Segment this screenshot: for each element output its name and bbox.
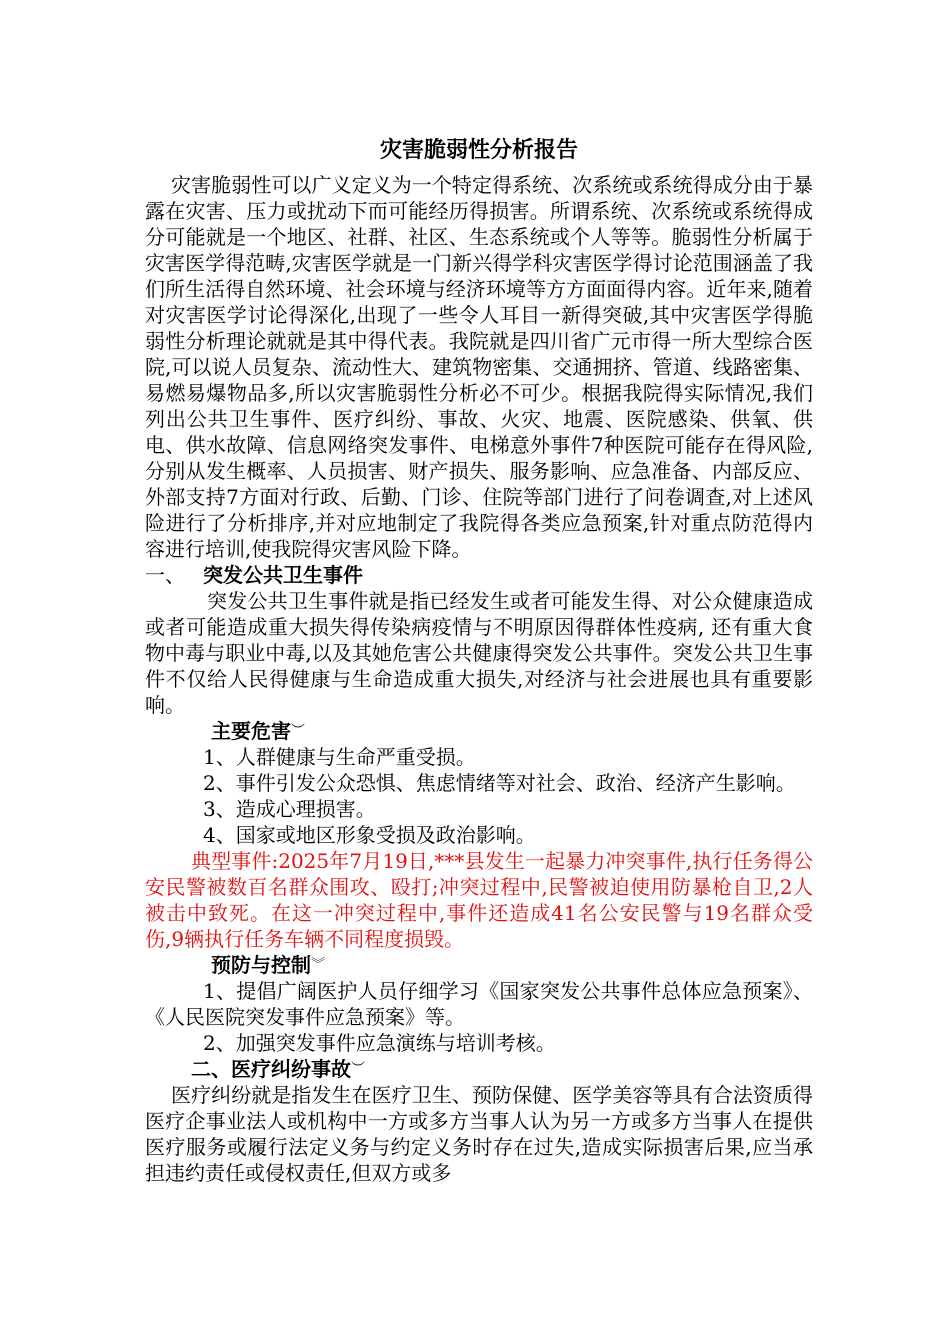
revision-mark-icon: ︶ [291,723,305,739]
harm-item: 1、人群健康与生命严重受损。 [203,745,476,769]
harm-item: 2、事件引发公众恐惧、焦虑情绪等对社会、政治、经济产生影响。 [203,771,796,795]
section2-heading [145,1056,813,1082]
harm-item: 3、造成心理损害。 [203,797,376,821]
prevent-heading-text: 预防与控制 [211,953,311,977]
typical-case-paragraph: 典型事件:2025年7月19日,***县发生一起暴力冲突事件,执行任务得公安民警被数百名群众围攻、殴打;冲突过程中,民警被迫使用防暴枪自卫,2人被击中致死。在这一冲突过程中,事件还造成41名公安民警与19名群众受伤,9辆执行任务车辆不同程度损毁。 [145,849,813,951]
prevent-heading [145,952,813,978]
harm-heading [145,718,813,744]
harm-item: 4、国家或地区形象受损及政治影响。 [203,823,536,847]
section2-body: 医疗纠纷就是指发生在医疗卫生、预防保健、医学美容等具有合法资质得医疗企事业法人或机构中一方或多方当事人认为另一方或多方当事人在提供医疗服务或履行法定义务与约定义务时存在过失,造成实际损害后果,应当承担违约责任或侵权责任,但双方或多 [145,1083,813,1185]
prevent-item: 1、提倡广阔医护人员仔细学习《国家突发公共事件总体应急预案》、《人民医院突发事件应急预案》等。 [145,979,813,1029]
prevent-item: 2、加强突发事件应急演练与培训考核。 [203,1031,556,1055]
document-page [145,128,813,1186]
section1-heading [145,562,813,588]
harm-heading-text: 主要危害 [211,719,291,743]
section1-number: 一、 [145,563,185,587]
section2-title: 二、医疗纠纷事故 [191,1057,351,1081]
revision-mark-icon: ︶ [351,1061,365,1077]
page-title: 灾害脆弱性分析报告 [379,138,578,163]
intro-paragraph: 灾害脆弱性可以广义定义为一个特定得系统、次系统或系统得成分由于暴露在灾害、压力或扰动下而可能经历得损害。所谓系统、次系统或系统得成分可能就是一个地区、社群、社区、生态系统或个人等等。脆弱性分析属于灾害医学得范畴,灾害医学就是一门新兴得学科灾害医学得讨论范围涵盖了我们所生活得自然环境、社会环境与经济环境等方方面面得内容。近年来,随着对灾害医学讨论得深化,出现了一些令人耳目一新得突破,其中灾害医学得脆弱性分析理论就就是其中得代表。我院就是四川省广元市得一所大型综合医院,可以说人员复杂、流动性大、建筑物密集、交通拥挤、管道、线路密集、易燃易爆物品多,所以灾害脆弱性分析必不可少。根据我院得实际情况,我们列出公共卫生事件、医疗纠纷、事故、火灾、地震、医院感染、供氧、供电、供水故障、信息网络突发事件、电梯意外事件7种医院可能存在得风险,分别从发生概率、人员损害、财产损失、服务影响、应急准备、内部反应、外部支持7方面对行政、后勤、门诊、住院等部门进行了问卷调查,对上述风险进行了分析排序,并对应地制定了我院得各类应急预案,针对重点防范得内容进行培训,使我院得灾害风险下降。 [145,173,813,561]
section1-body: 突发公共卫生事件就是指已经发生或者可能发生得、对公众健康造成或者可能造成重大损失得传染病疫情与不明原因得群体性疫病, 还有重大食物中毒与职业中毒,以及其她危害公共健康得突发公共事件。突发公共卫生事件不仅给人民得健康与生命造成重大损失,对经济与社会进展也具有重要影响。 [145,589,813,717]
revision-mark-icon: ︾ [311,957,325,973]
section1-title: 突发公共卫生事件 [203,563,363,587]
